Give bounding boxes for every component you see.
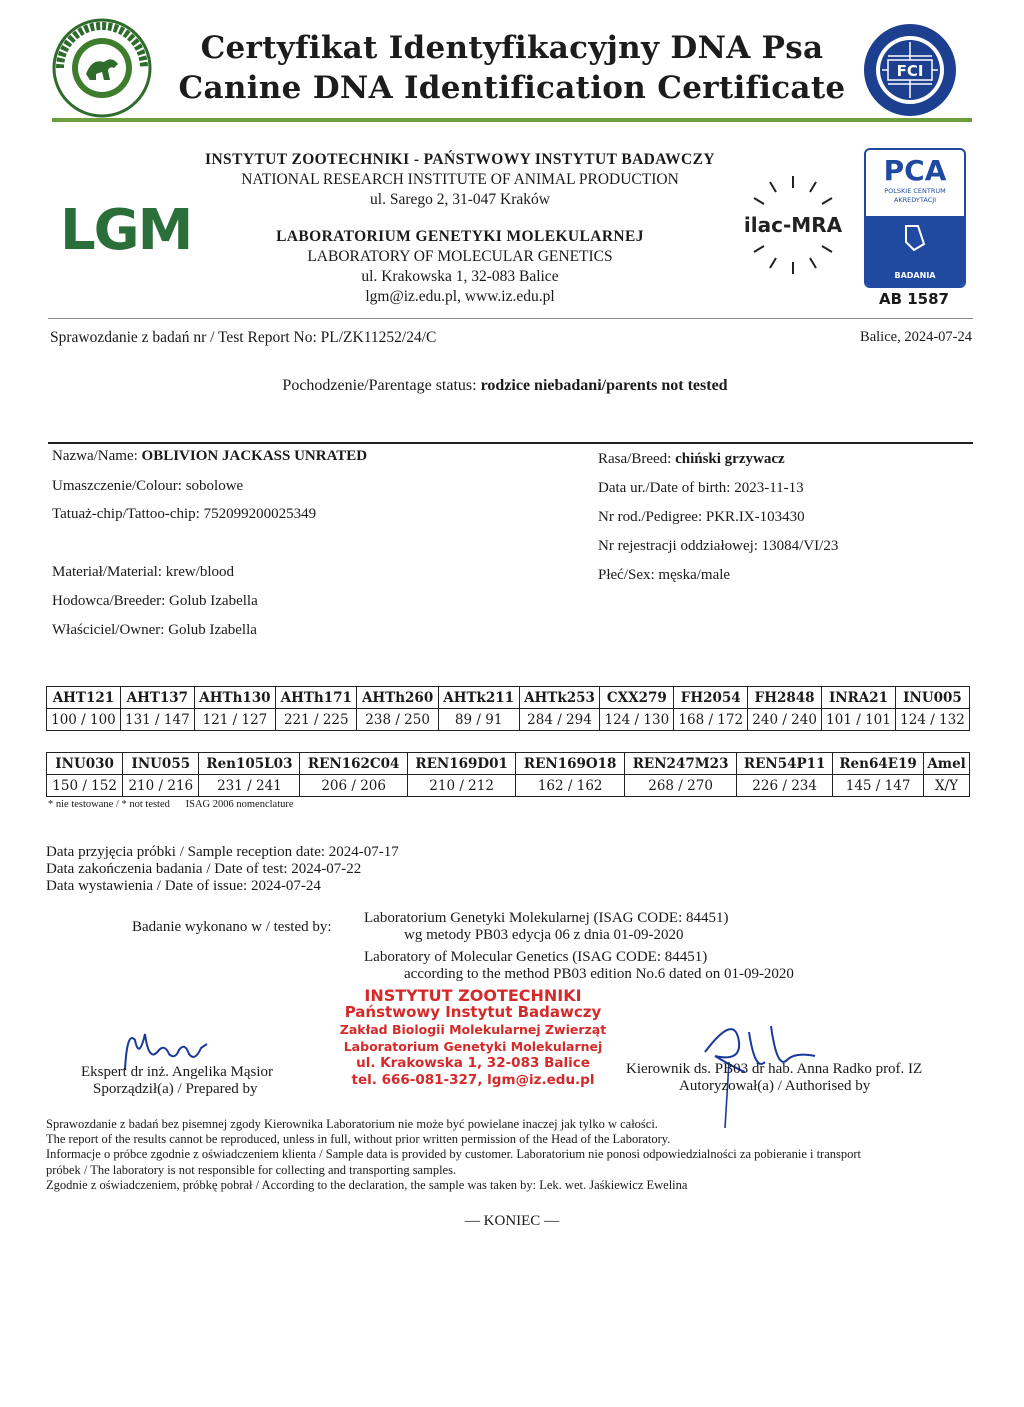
marker-value-fh2054: 168 / 172: [674, 709, 748, 731]
report-place-date: Balice, 2024-07-24: [860, 329, 972, 345]
marker-name-aht137: AHT137: [120, 687, 194, 709]
stamp-line-3: Zakład Biologii Molekularnej Zwierząt: [339, 1022, 607, 1037]
pca-logo: [864, 148, 966, 288]
marker-value-ren54p11: 226 / 234: [737, 775, 833, 797]
dog-material: Materiał/Material: krew/blood: [52, 564, 235, 580]
marker-name-ren64e19: Ren64E19: [833, 753, 924, 775]
date-reception: Data przyjęcia próbki / Sample reception date: 2024-07-17: [46, 844, 399, 860]
dog-name-label: Nazwa/Name:: [52, 448, 142, 464]
institute-address: ul. Sarego 2, 31-047 Kraków: [370, 191, 550, 208]
date-test: Data zakończenia badania / Date of test: 2024-07-22: [46, 861, 362, 877]
tested-by-line4: according to the method PB03 edition No.6 dated on 01-09-2020: [404, 966, 794, 982]
marker-name-aht121: AHT121: [47, 687, 121, 709]
footer-line-5: Zgodnie z oświadczeniem, próbkę pobrał / According to the declaration, the sample was taken by: Lek. wet. Jaśkiewicz Ewelina: [46, 1178, 688, 1192]
dog-breed-label: Rasa/Breed:: [598, 451, 676, 467]
pca-test-icon: [866, 216, 964, 266]
fci-logo: [862, 22, 958, 118]
tested-by-line2: wg metody PB03 edycja 06 z dnia 01-09-2020: [404, 927, 684, 943]
fci-abbr: FCI: [896, 62, 924, 80]
marker-name-ahtk253: AHTk253: [519, 687, 600, 709]
marker-value-row: [47, 775, 970, 797]
marker-value-inu005: 124 / 132: [895, 709, 969, 731]
divider: [48, 318, 973, 319]
footer-line-3: Informacje o próbce zgodnie z oświadczeniem klienta / Sample data is provided by customer. Laboratorium nie ponosi odpowiedzialności za pobieranie i transport: [46, 1147, 862, 1161]
marker-value-inra21: 101 / 101: [822, 709, 896, 731]
marker-value-cxx279: 124 / 130: [600, 709, 674, 731]
marker-name-ren54p11: REN54P11: [737, 753, 833, 775]
stamp-line-5: ul. Krakowska 1, 32-083 Balice: [356, 1055, 590, 1071]
pca-badania: BADANIA: [894, 271, 936, 280]
marker-name-ren162c04: REN162C04: [300, 753, 407, 775]
marker-value-aht121: 100 / 100: [47, 709, 121, 731]
institute-block: [140, 150, 780, 307]
dog-name: [52, 448, 367, 465]
marker-value-amel: X/Y: [924, 775, 970, 797]
parentage-value: rodzice niebadani/parents not tested: [480, 377, 728, 394]
lab-address: ul. Krakowska 1, 32-083 Balice: [361, 268, 559, 285]
marker-name-inu005: INU005: [895, 687, 969, 709]
dog-breeder: Hodowca/Breeder: Golub Izabella: [52, 593, 258, 609]
parentage-label: Pochodzenie/Parentage status:: [282, 377, 481, 394]
marker-value-ren247m23: 268 / 270: [624, 775, 736, 797]
lab-contact: lgm@iz.edu.pl, www.iz.edu.pl: [365, 288, 555, 305]
ilac-mra-logo: [740, 172, 846, 278]
stamp-line-2: Państwowy Instytut Badawczy: [344, 1003, 602, 1021]
authorised-by: Autoryzował(a) / Authorised by: [679, 1078, 871, 1094]
dog-colour: Umaszczenie/Colour: sobolowe: [52, 478, 244, 494]
marker-value-ahth260: 238 / 250: [357, 709, 438, 731]
stamp-line-4: Laboratorium Genetyki Molekularnej: [343, 1039, 603, 1054]
tested-by-line1: Laboratorium Genetyki Molekularnej (ISAG CODE: 84451): [364, 910, 729, 926]
marker-name-ahth130: AHTh130: [194, 687, 275, 709]
pca-abbr: PCA: [883, 154, 947, 187]
marker-name-ahtk211: AHTk211: [438, 687, 519, 709]
table-note: * nie testowane / * not tested ISAG 2006 nomenclature: [48, 799, 294, 810]
marker-name-ren169o18: REN169O18: [516, 753, 625, 775]
head-name: Kierownik ds. PB03 dr hab. Anna Radko prof. IZ: [626, 1061, 923, 1077]
marker-value-ahtk211: 89 / 91: [438, 709, 519, 731]
ab-number: AB 1587: [878, 290, 949, 308]
marker-name-fh2848: FH2848: [748, 687, 822, 709]
footer-line-1: Sprawozdanie z badań bez pisemnej zgody Kierownika Laboratorium nie może być powielane inaczej jak tylko w całości.: [46, 1117, 658, 1131]
dog-name-value: OBLIVION JACKASS UNRATED: [141, 448, 368, 464]
marker-value-ahth171: 221 / 225: [276, 709, 357, 731]
stamp-line-1: INSTYTUT ZOOTECHNIKI: [364, 986, 582, 1005]
marker-table-1: [46, 686, 970, 731]
tested-by-line3: Laboratory of Molecular Genetics (ISAG CODE: 84451): [364, 949, 708, 965]
marker-value-inu055: 210 / 216: [123, 775, 199, 797]
institute-name-en: NATIONAL RESEARCH INSTITUTE OF ANIMAL PRODUCTION: [241, 171, 679, 188]
parentage-status: [0, 377, 1010, 395]
ilac-label: ilac-MRA: [743, 213, 843, 237]
marker-header-row: [47, 753, 970, 775]
marker-value-ahth130: 121 / 127: [194, 709, 275, 731]
prepared-by: Sporządził(a) / Prepared by: [93, 1081, 258, 1097]
marker-value-ren169d01: 210 / 212: [407, 775, 516, 797]
title-pl: Certyfikat Identyfikacyjny DNA Psa: [200, 30, 824, 66]
marker-name-inu030: INU030: [47, 753, 123, 775]
report-number: Sprawozdanie z badań nr / Test Report No: PL/ZK11252/24/C: [50, 329, 437, 346]
marker-value-ren105l03: 231 / 241: [199, 775, 300, 797]
date-issue: Data wystawienia / Date of issue: 2024-07-24: [46, 878, 321, 894]
marker-value-ren169o18: 162 / 162: [516, 775, 625, 797]
divider: [48, 442, 973, 444]
pca-sub: POLSKIE CENTRUM AKREDYTACJI: [884, 187, 946, 204]
marker-name-inu055: INU055: [123, 753, 199, 775]
marker-value-fh2848: 240 / 240: [748, 709, 822, 731]
dog-owner: Właściciel/Owner: Golub Izabella: [52, 622, 257, 638]
lgm-logo: LGM: [60, 198, 192, 263]
institute-stamp: [320, 987, 626, 1089]
marker-name-ahth260: AHTh260: [357, 687, 438, 709]
dog-registration: Nr rejestracji oddziałowej: 13084/VI/23: [598, 538, 839, 554]
dog-sex: Płeć/Sex: męska/male: [598, 567, 731, 583]
marker-name-ren169d01: REN169D01: [407, 753, 516, 775]
marker-name-amel: Amel: [924, 753, 970, 775]
lab-name-en: LABORATORY OF MOLECULAR GENETICS: [307, 248, 613, 265]
marker-value-inu030: 150 / 152: [47, 775, 123, 797]
footer-line-2: The report of the results cannot be reproduced, unless in full, without prior written permission of the Head of the Laboratory.: [46, 1132, 671, 1146]
marker-value-aht137: 131 / 147: [120, 709, 194, 731]
marker-value-ren64e19: 145 / 147: [833, 775, 924, 797]
marker-name-inra21: INRA21: [822, 687, 896, 709]
marker-value-row: [47, 709, 970, 731]
end-mark: — KONIEC —: [464, 1213, 560, 1229]
header-divider: [52, 118, 972, 122]
dog-dob: Data ur./Date of birth: 2023-11-13: [598, 480, 804, 496]
marker-name-fh2054: FH2054: [674, 687, 748, 709]
title-en: Canine DNA Identification Certificate: [178, 70, 846, 106]
marker-name-ren247m23: REN247M23: [624, 753, 736, 775]
marker-value-ren162c04: 206 / 206: [300, 775, 407, 797]
marker-name-ren105l03: Ren105L03: [199, 753, 300, 775]
tested-by-label: Badanie wykonano w / tested by:: [132, 919, 332, 935]
dog-breed-value: chiński grzywacz: [675, 451, 785, 467]
marker-header-row: [47, 687, 970, 709]
marker-name-cxx279: CXX279: [600, 687, 674, 709]
dog-breed: [598, 451, 785, 468]
expert-name: Ekspert dr inż. Angelika Mąsior: [81, 1064, 274, 1080]
stamp-line-6: tel. 666-081-327, lgm@iz.edu.pl: [351, 1072, 595, 1088]
institute-name-pl: INSTYTUT ZOOTECHNIKI - PAŃSTWOWY INSTYTUT BADAWCZY: [205, 151, 715, 168]
marker-name-ahth171: AHTh171: [276, 687, 357, 709]
dog-pedigree: Nr rod./Pedigree: PKR.IX-103430: [598, 509, 805, 525]
lab-name-pl: LABORATORIUM GENETYKI MOLEKULARNEJ: [276, 228, 644, 245]
marker-table-2: [46, 752, 970, 797]
footer-line-4: próbek / The laboratory is not responsible for collecting and transporting samples.: [46, 1163, 457, 1177]
dog-chip: Tatuaż-chip/Tattoo-chip: 752099200025349: [52, 506, 317, 522]
marker-value-ahtk253: 284 / 294: [519, 709, 600, 731]
